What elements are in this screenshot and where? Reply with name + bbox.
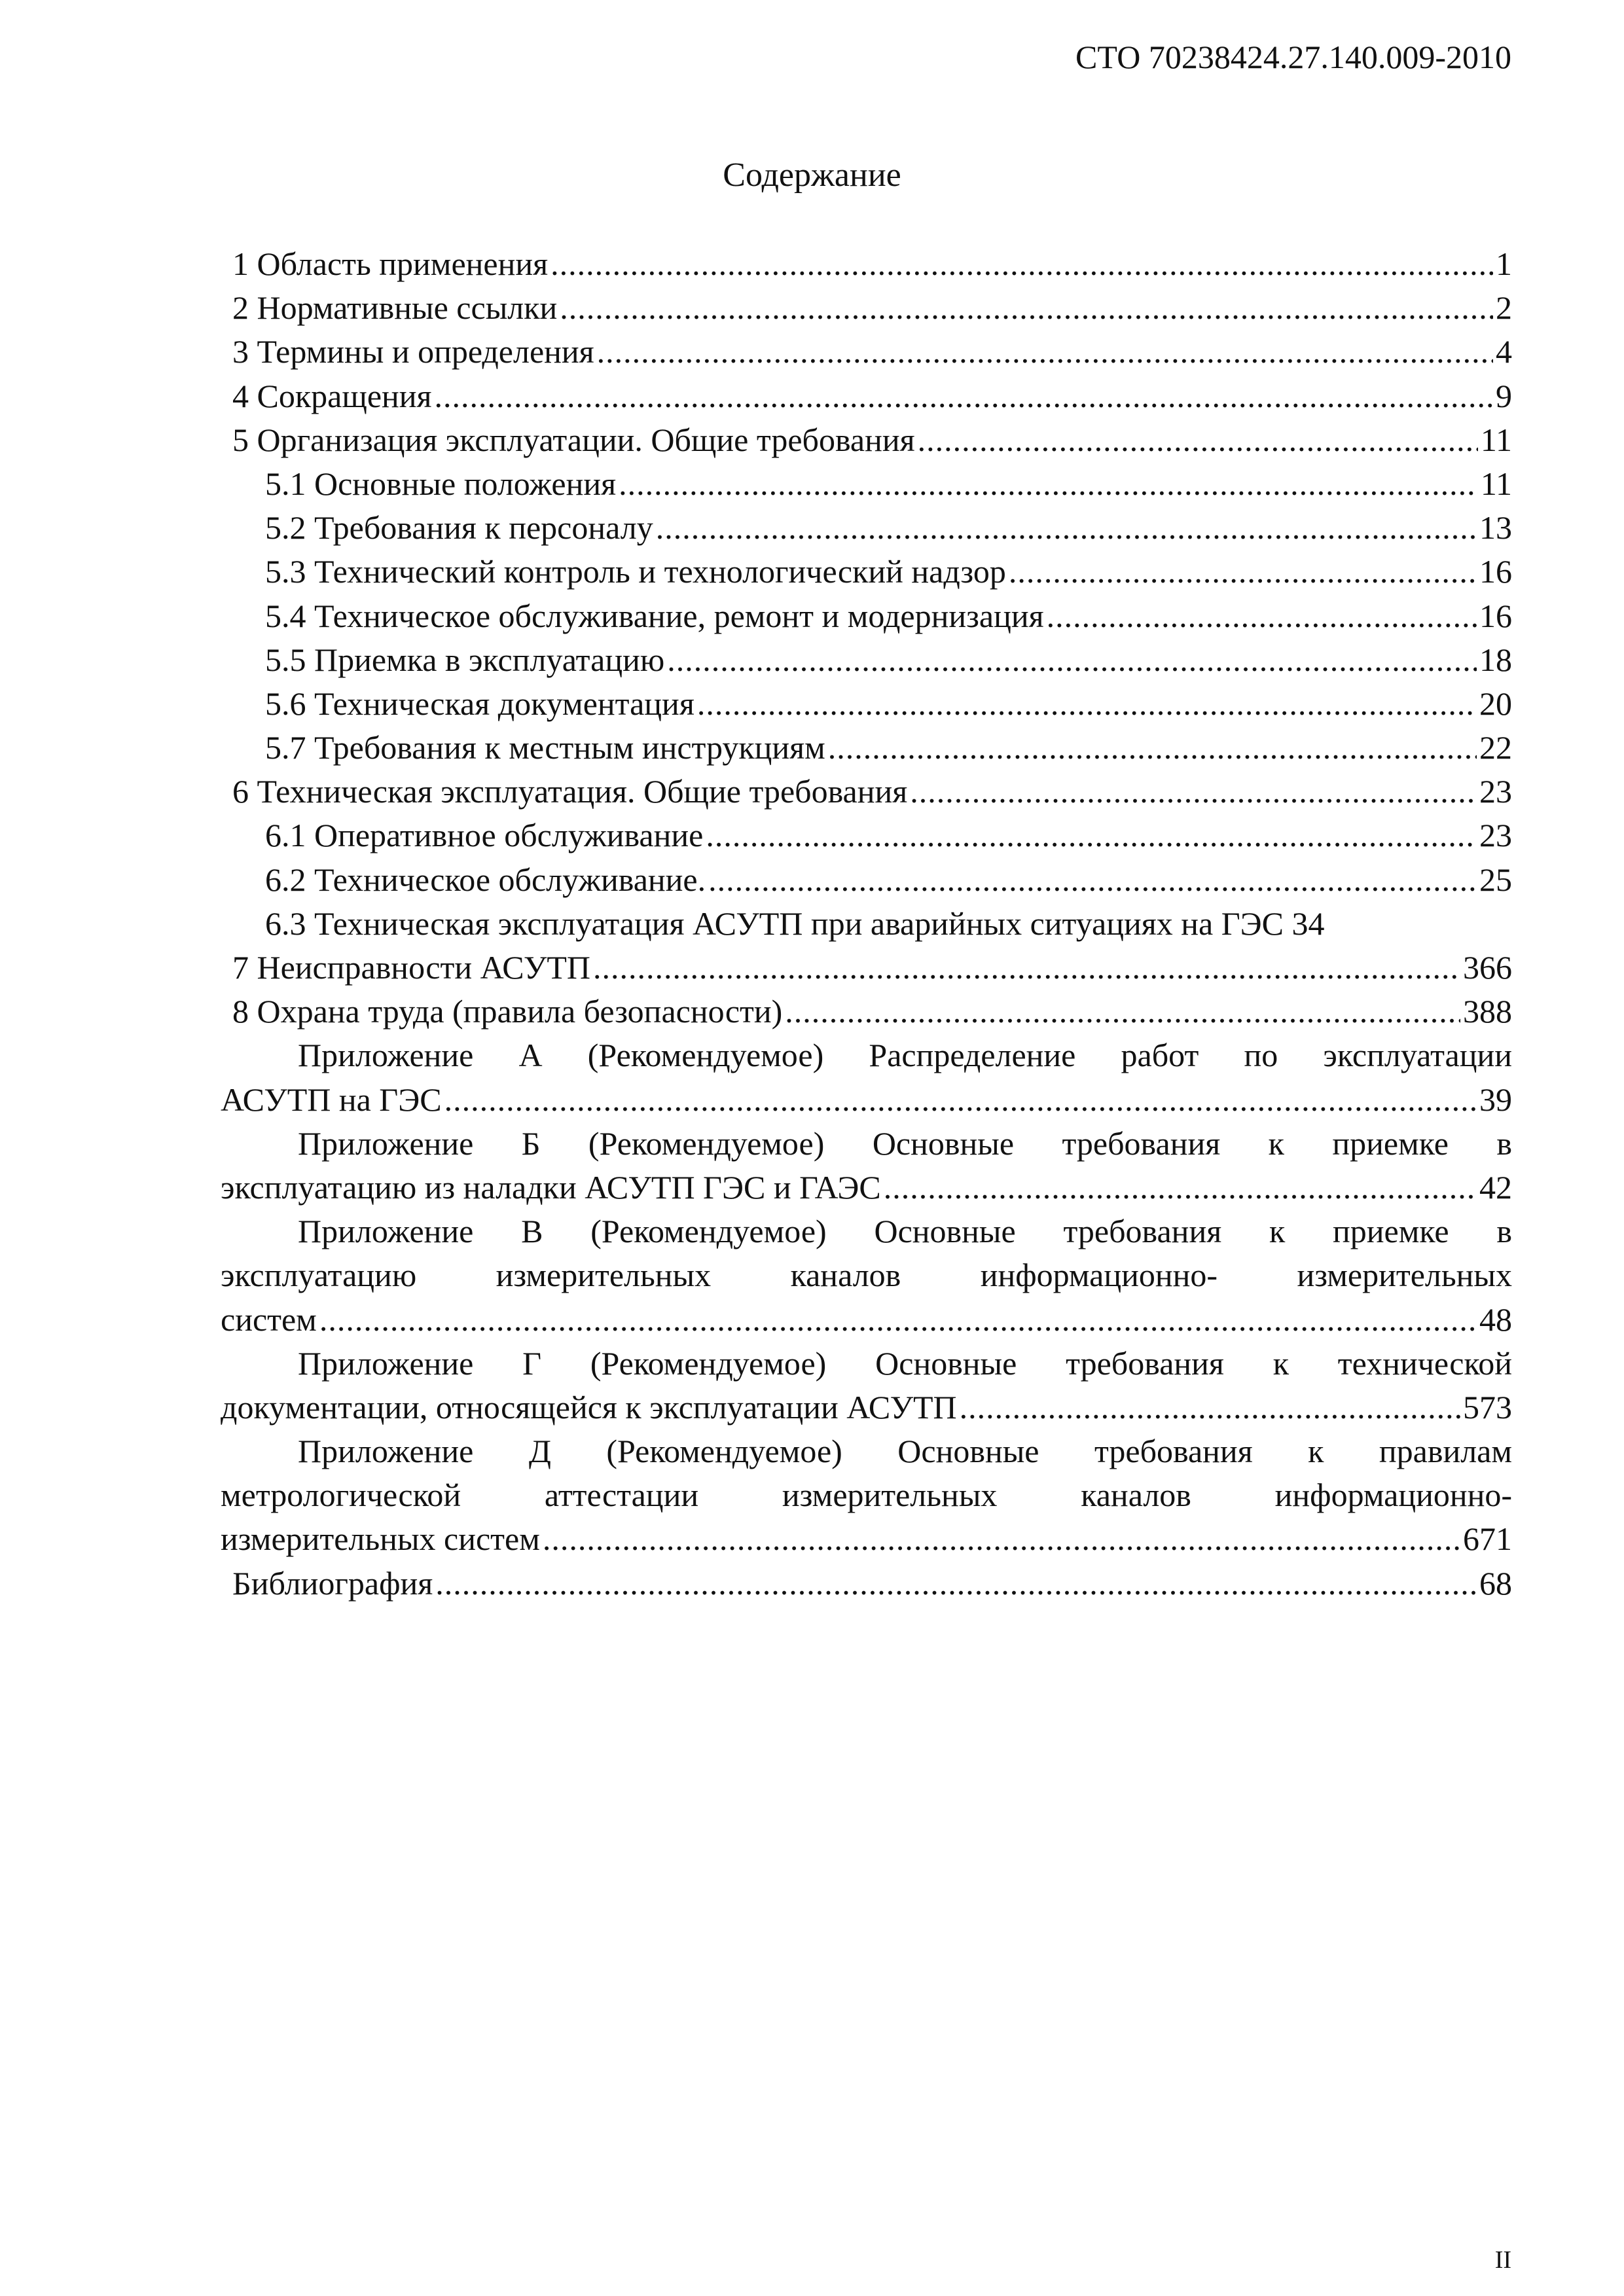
toc-dot-leader xyxy=(597,330,1493,374)
toc-entry-title: 5.5 Приемка в эксплуатацию xyxy=(265,641,665,678)
toc-entry[interactable] xyxy=(221,594,1512,638)
toc-appendix-title: Приложение Г (Рекомендуемое) Основные требования к технической xyxy=(298,1344,1512,1382)
toc-entry-title: 4 Сокращения xyxy=(232,377,432,414)
toc-entry-page: 39 xyxy=(1479,1081,1512,1118)
toc-entry-title: 5.7 Требования к местным инструкциям xyxy=(265,729,825,766)
toc-dot-leader xyxy=(444,1078,1477,1122)
toc-entry-title: 8 Охрана труда (правила безопасности) xyxy=(232,993,783,1030)
toc-entry-title: 5.1 Основные положения xyxy=(265,465,617,502)
toc-dot-leader xyxy=(319,1298,1477,1342)
toc-entry-title: 7 Неисправности АСУТП xyxy=(232,949,590,986)
toc-dot-leader xyxy=(1009,550,1477,594)
toc-appendix-title: Приложение Б (Рекомендуемое) Основные требования к приемке в xyxy=(298,1124,1512,1162)
toc-entry[interactable] xyxy=(221,1562,1512,1605)
toc-entry-page: 16 xyxy=(1479,553,1512,590)
toc-entry-page: 48 xyxy=(1479,1300,1512,1338)
toc-entry-title: 5.4 Техническое обслуживание, ремонт и модернизация xyxy=(265,597,1044,634)
toc-dot-leader xyxy=(910,770,1477,814)
toc-entry-page: 23 xyxy=(1479,817,1512,854)
toc-appendix-entry[interactable] xyxy=(221,1342,1512,1429)
toc-entry-page: 23 xyxy=(1479,773,1512,810)
toc-entry-page: 11 xyxy=(1480,465,1512,502)
toc-entry[interactable] xyxy=(221,462,1512,506)
toc-entry[interactable] xyxy=(221,770,1512,814)
toc-entry-title: 5.6 Техническая документация xyxy=(265,685,695,722)
table-of-contents xyxy=(221,242,1512,1605)
toc-entry-title: 6.1 Оперативное обслуживание xyxy=(265,817,704,854)
toc-entry[interactable] xyxy=(221,330,1512,374)
toc-entry-page: 68 xyxy=(1479,1564,1512,1602)
toc-entry[interactable] xyxy=(221,506,1512,550)
toc-entry[interactable] xyxy=(221,946,1512,990)
toc-entry[interactable] xyxy=(221,418,1512,462)
toc-entry[interactable] xyxy=(221,550,1512,594)
toc-entry[interactable] xyxy=(221,726,1512,770)
toc-entry[interactable] xyxy=(221,638,1512,682)
toc-entry[interactable] xyxy=(221,242,1512,286)
toc-dot-leader xyxy=(706,814,1477,857)
toc-entry[interactable] xyxy=(221,814,1512,857)
document-code: СТО 70238424.27.140.009-2010 xyxy=(1075,39,1511,75)
toc-dot-leader xyxy=(697,682,1477,726)
toc-entry-title: АСУТП на ГЭС xyxy=(221,1081,442,1118)
toc-entry-title: 6.3 Техническая эксплуатация АСУТП при аварийных ситуациях на ГЭС 34 xyxy=(265,905,1325,942)
toc-dot-leader xyxy=(543,1517,1460,1561)
toc-appendix-title-continued: метрологической аттестации измерительных каналов информационно- xyxy=(221,1477,1512,1514)
toc-dot-leader xyxy=(960,1386,1460,1429)
toc-entry-page: 671 xyxy=(1463,1520,1512,1558)
toc-entry[interactable] xyxy=(221,858,1512,902)
toc-entry-title: 6 Техническая эксплуатация. Общие требования xyxy=(232,773,908,810)
toc-entry[interactable] xyxy=(221,286,1512,330)
toc-entry-title: 6.2 Техническое обслуживание. xyxy=(265,861,706,898)
toc-dot-leader xyxy=(593,946,1460,990)
toc-entry-title: 5.2 Требования к персоналу xyxy=(265,509,653,547)
toc-dot-leader xyxy=(560,286,1493,330)
toc-dot-leader xyxy=(435,1562,1477,1605)
page-number: II xyxy=(1494,2246,1511,2274)
toc-appendix-title-continued: эксплуатацию измерительных каналов информационно- измерительных xyxy=(221,1257,1512,1294)
toc-entry-page: 22 xyxy=(1479,729,1512,766)
toc-dot-leader xyxy=(1047,594,1477,638)
toc-appendix-title: Приложение Д (Рекомендуемое) Основные требования к правилам xyxy=(298,1433,1512,1470)
toc-dot-leader xyxy=(884,1166,1477,1210)
toc-appendix-entry[interactable] xyxy=(221,1210,1512,1342)
toc-entry-page: 42 xyxy=(1479,1168,1512,1206)
toc-entry[interactable] xyxy=(221,374,1512,418)
toc-entry-page: 9 xyxy=(1496,377,1512,414)
toc-entry-page: 11 xyxy=(1480,421,1512,458)
toc-entry[interactable] xyxy=(221,682,1512,726)
toc-entry-page: 4 xyxy=(1496,333,1512,370)
toc-dot-leader xyxy=(619,462,1478,506)
toc-entry[interactable] xyxy=(221,1517,1512,1561)
toc-entry-page: 25 xyxy=(1479,861,1512,898)
toc-entry[interactable] xyxy=(221,990,1512,1033)
toc-entry-page: 16 xyxy=(1479,597,1512,634)
toc-appendix-entry[interactable] xyxy=(221,1033,1512,1121)
toc-appendix-title: Приложение А (Рекомендуемое) Распределение работ по эксплуатации xyxy=(298,1037,1512,1074)
toc-dot-leader xyxy=(550,242,1493,286)
toc-heading: Содержание xyxy=(723,156,901,194)
toc-entry-page: 20 xyxy=(1479,685,1512,722)
toc-entry-title: 2 Нормативные ссылки xyxy=(232,289,558,327)
toc-appendix-title: Приложение В (Рекомендуемое) Основные требования к приемке в xyxy=(298,1213,1512,1250)
toc-entry-title: 3 Термины и определения xyxy=(232,333,594,370)
toc-entry-title: 1 Область применения xyxy=(232,245,549,282)
toc-entry-title: 5 Организация эксплуатации. Общие требования xyxy=(232,421,915,458)
toc-entry[interactable] xyxy=(221,1078,1512,1122)
toc-entry-page: 573 xyxy=(1463,1388,1512,1426)
toc-entry-title: Библиография xyxy=(232,1564,433,1602)
toc-entry-page: 388 xyxy=(1463,993,1512,1030)
toc-entry-title: систем xyxy=(221,1300,317,1338)
toc-entry-page: 366 xyxy=(1463,949,1512,986)
toc-entry-title: 5.3 Технический контроль и технологический надзор xyxy=(265,553,1006,590)
toc-entry[interactable] xyxy=(221,1386,1512,1429)
toc-entry[interactable] xyxy=(221,902,1512,946)
toc-entry-page: 2 xyxy=(1496,289,1512,327)
toc-dot-leader xyxy=(656,506,1477,550)
toc-entry-title: измерительных систем xyxy=(221,1520,540,1558)
toc-dot-leader xyxy=(708,858,1477,902)
toc-appendix-entry[interactable] xyxy=(221,1122,1512,1210)
toc-dot-leader xyxy=(435,374,1493,418)
toc-dot-leader xyxy=(828,726,1477,770)
toc-entry-page: 18 xyxy=(1479,641,1512,678)
toc-entry-title: документации, относящейся к эксплуатации АСУТП xyxy=(221,1388,957,1426)
toc-appendix-entry[interactable] xyxy=(221,1429,1512,1562)
toc-entry[interactable] xyxy=(221,1166,1512,1210)
toc-entry-page: 13 xyxy=(1479,509,1512,547)
toc-entry[interactable] xyxy=(221,1298,1512,1342)
toc-dot-leader xyxy=(785,990,1460,1033)
toc-dot-leader xyxy=(667,638,1477,682)
toc-entry-page: 1 xyxy=(1496,245,1512,282)
toc-dot-leader xyxy=(918,418,1478,462)
toc-entry-title: эксплуатацию из наладки АСУТП ГЭС и ГАЭС xyxy=(221,1168,881,1206)
